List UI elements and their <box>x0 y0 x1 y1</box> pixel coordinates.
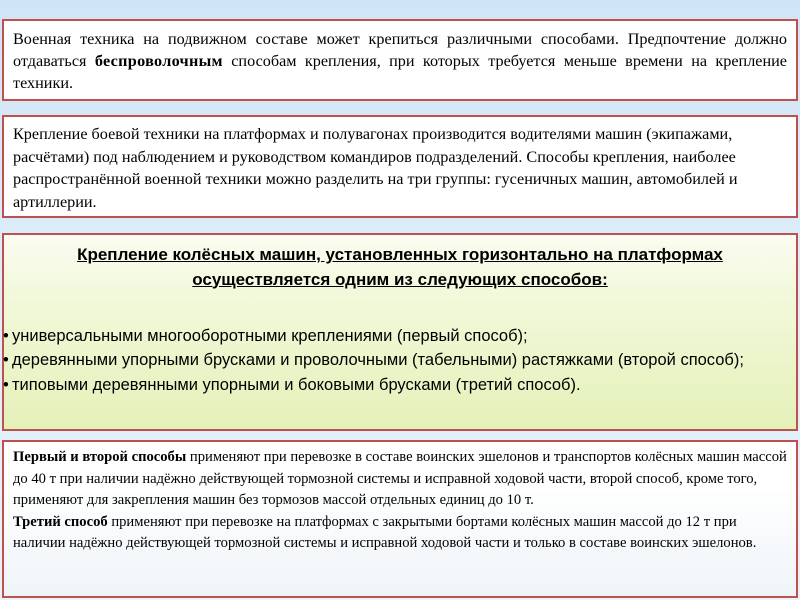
intro-text-start: Военная техника на подвижном составе может крепиться различными способами. Предпочтение должно отдаваться <box>13 30 787 70</box>
list-item: • универсальными многооборотными креплениями (первый способ); <box>4 324 788 348</box>
list-item: • деревянными упорными брусками и проволочными (табельными) растяжками (второй способ); <box>4 348 788 372</box>
first-second-method-term: Первый и второй способы <box>13 449 187 465</box>
fastening-overview-box <box>2 115 798 218</box>
wheeled-vehicles-heading: Крепление колёсных машин, установленных горизонтально на платформах осуществляется одним из следующих способов: <box>77 245 723 289</box>
third-method-paragraph <box>13 512 787 555</box>
wheeled-vehicles-box <box>2 233 798 431</box>
fastening-overview-text: Крепление боевой техники на платформах и полувагонах производится водителями машин (экипажами, расчётами) под наблюдением и руководством командиров подразделений. Способы крепления, наиболее распространённой военной техники можно разделить на три группы: гусеничных машин, автомобилей и артиллерии. <box>13 125 738 211</box>
first-second-method-paragraph <box>13 447 787 512</box>
methods-application-box <box>2 440 798 598</box>
third-method-term: Третий способ <box>13 513 108 530</box>
intro-text-end: способам крепления, при которых требуется меньше времени на крепление техники. <box>13 52 787 92</box>
intro-text-box <box>2 19 798 101</box>
first-second-method-text: применяют при перевозке в составе воинских эшелонов и транспортов колёсных машин массой до 40 т при наличии надёжно действующей тормозной системы и исправной ходовой части, второй способ, кроме того, применяют для закрепления машин без тормозов массой отдельных единиц до 10 т. <box>13 449 787 508</box>
list-item: • типовыми деревянными упорными и боковыми брусками (третий способ). <box>4 373 788 397</box>
third-method-text: применяют при перевозке на платформах с закрытыми бортами колёсных машин массой до 12 т при наличии надёжно действующей тормозной системы и исправной ходовой части и только в составе воинских эшелонов. <box>13 513 757 551</box>
fastening-methods-list <box>4 324 788 397</box>
intro-bold-term: беспроволочным <box>94 52 223 70</box>
